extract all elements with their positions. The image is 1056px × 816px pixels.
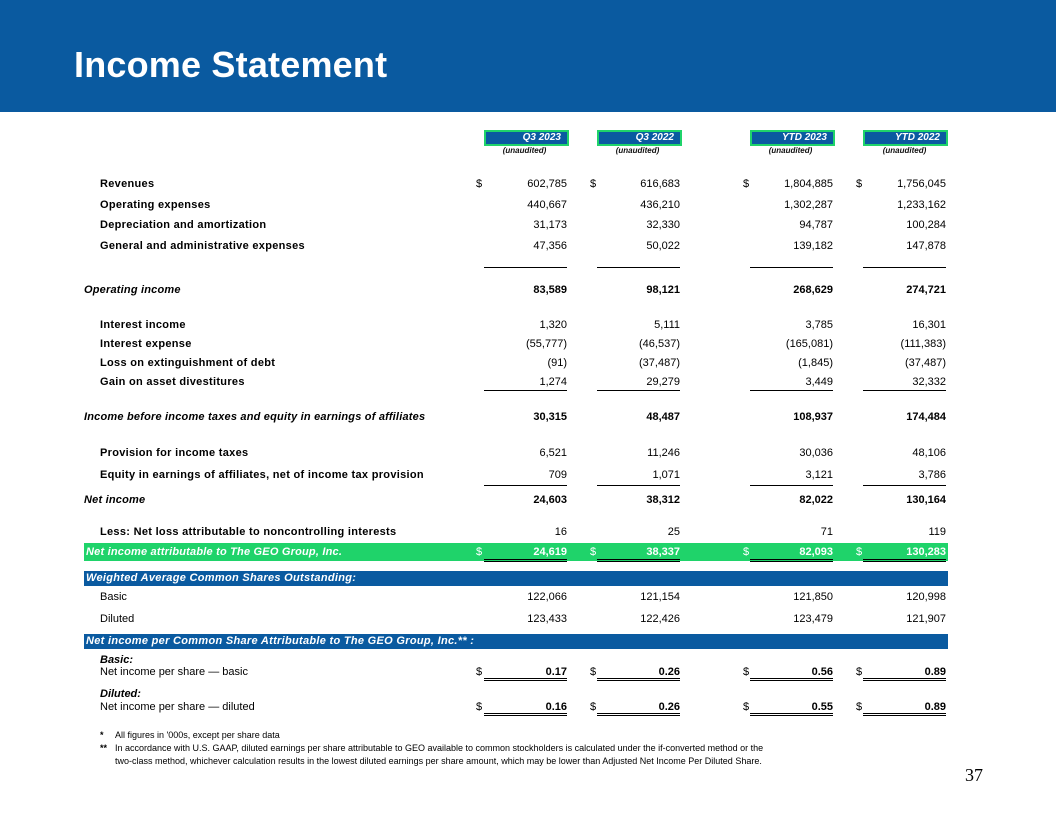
value-cell: 0.89 xyxy=(924,666,946,678)
row-label: Depreciation and amortization xyxy=(100,219,267,231)
value-cell: 602,785 xyxy=(527,178,567,190)
subtotal-rule xyxy=(750,267,833,268)
footnote-text: In accordance with U.S. GAAP, diluted earnings per share attributable to GEO available to common stockholders is calculated under the if-converted method or the xyxy=(115,743,764,753)
currency-symbol: $ xyxy=(743,701,750,713)
page-title: Income Statement xyxy=(74,44,388,85)
row-income-before-tax xyxy=(84,409,948,427)
currency-symbol: $ xyxy=(743,546,750,558)
column-header-ytd-2022: YTD 2022 xyxy=(863,130,948,146)
currency-symbol: $ xyxy=(590,546,597,558)
currency-symbol: $ xyxy=(856,178,863,190)
value-cell: 98,121 xyxy=(646,284,680,296)
value-cell: 16,301 xyxy=(912,319,946,331)
value-cell: 47,356 xyxy=(533,240,567,252)
value-cell: 100,284 xyxy=(906,219,946,231)
value-cell: 32,330 xyxy=(646,219,680,231)
total-rule xyxy=(597,678,680,681)
footnote-2-continued xyxy=(115,756,762,766)
value-cell: 0.56 xyxy=(811,666,833,678)
value-cell: 0.17 xyxy=(545,666,567,678)
currency-symbol: $ xyxy=(476,666,483,678)
value-cell: 6,521 xyxy=(539,447,567,459)
value-cell: 1,233,162 xyxy=(897,199,946,211)
currency-symbol: $ xyxy=(743,178,750,190)
value-cell: 120,998 xyxy=(906,591,946,603)
value-cell: 123,479 xyxy=(793,613,833,625)
value-cell: 25 xyxy=(667,526,680,538)
subtotal-rule xyxy=(484,390,567,391)
value-cell: 32,332 xyxy=(912,376,946,388)
value-cell: 29,279 xyxy=(646,376,680,388)
total-rule xyxy=(597,713,680,716)
row-label: Interest income xyxy=(100,319,186,331)
row-diluted-shares xyxy=(84,611,948,629)
row-label: Income before income taxes and equity in earnings of affiliates xyxy=(84,411,426,423)
subheading: Basic: xyxy=(100,654,134,666)
value-cell: (91) xyxy=(547,357,567,369)
value-cell: 82,022 xyxy=(799,494,833,506)
row-label: Net income per share — diluted xyxy=(100,701,255,713)
footnote-2 xyxy=(100,743,763,753)
column-note: (unaudited) xyxy=(615,146,660,155)
row-interest-income xyxy=(84,317,948,335)
value-cell: 38,312 xyxy=(646,494,680,506)
subtotal-rule xyxy=(863,390,946,391)
column-header-q3-2022: Q3 2022 xyxy=(597,130,682,146)
subheading: Diluted: xyxy=(100,688,141,700)
value-cell: 1,071 xyxy=(652,469,680,481)
row-revenues xyxy=(84,176,948,194)
value-cell: 123,433 xyxy=(527,613,567,625)
row-net-income xyxy=(84,492,948,510)
row-interest-expense xyxy=(84,336,948,354)
section-weighted-shares xyxy=(84,571,948,586)
row-label: Operating expenses xyxy=(100,199,211,211)
value-cell: 16 xyxy=(554,526,567,538)
row-less-nci xyxy=(84,524,948,542)
value-cell: 82,093 xyxy=(799,546,833,558)
row-label: Diluted xyxy=(100,613,135,625)
row-label: Basic xyxy=(100,591,127,603)
footnote-mark: ** xyxy=(100,743,108,753)
row-label: Operating income xyxy=(84,284,181,296)
row-label: Less: Net loss attributable to noncontrolling interests xyxy=(100,526,397,538)
row-label: Net income xyxy=(84,494,146,506)
value-cell: 24,619 xyxy=(533,546,567,558)
row-label: Loss on extinguishment of debt xyxy=(100,357,276,369)
value-cell: (55,777) xyxy=(526,338,567,350)
value-cell: (37,487) xyxy=(639,357,680,369)
subtotal-rule xyxy=(597,390,680,391)
subtotal-rule xyxy=(597,267,680,268)
row-operating-expenses xyxy=(84,197,948,215)
total-rule xyxy=(750,559,833,562)
subtotal-rule xyxy=(750,390,833,391)
row-label: Net income per share — basic xyxy=(100,666,248,678)
value-cell: 108,937 xyxy=(793,411,833,423)
value-cell: 0.26 xyxy=(658,666,680,678)
value-cell: 122,066 xyxy=(527,591,567,603)
value-cell: 121,154 xyxy=(640,591,680,603)
subtotal-rule xyxy=(484,267,567,268)
value-cell: (37,487) xyxy=(905,357,946,369)
row-label: Interest expense xyxy=(100,338,192,350)
value-cell: 94,787 xyxy=(799,219,833,231)
value-cell: 30,315 xyxy=(533,411,567,423)
value-cell: 11,246 xyxy=(647,447,680,459)
column-note: (unaudited) xyxy=(882,146,927,155)
value-cell: 3,785 xyxy=(805,319,833,331)
currency-symbol: $ xyxy=(590,701,597,713)
currency-symbol: $ xyxy=(476,701,483,713)
value-cell: 3,449 xyxy=(805,376,833,388)
column-note: (unaudited) xyxy=(768,146,813,155)
value-cell: 50,022 xyxy=(646,240,680,252)
currency-symbol: $ xyxy=(856,701,863,713)
value-cell: 616,683 xyxy=(640,178,680,190)
value-cell: (111,383) xyxy=(900,338,946,350)
footnote-text: two-class method, whichever calculation results in the lowest diluted earnings per share amount, which may be lower than Adjusted Net Income Per Diluted Share. xyxy=(115,756,762,766)
page-number: 37 xyxy=(965,765,983,785)
row-label: Provision for income taxes xyxy=(100,447,249,459)
currency-symbol: $ xyxy=(476,546,483,558)
value-cell: 31,173 xyxy=(533,219,567,231)
value-cell: 274,721 xyxy=(906,284,946,296)
value-cell: 83,589 xyxy=(533,284,567,296)
value-cell: 5,111 xyxy=(654,319,680,331)
value-cell: 0.55 xyxy=(811,701,833,713)
subtotal-rule xyxy=(484,485,567,486)
row-label: Gain on asset divestitures xyxy=(100,376,245,388)
value-cell: 24,603 xyxy=(533,494,567,506)
row-loss-extinguishment xyxy=(84,355,948,373)
value-cell: 48,487 xyxy=(646,411,680,423)
value-cell: 48,106 xyxy=(912,447,946,459)
value-cell: 121,850 xyxy=(793,591,833,603)
footnote-1 xyxy=(100,730,280,740)
value-cell: 38,337 xyxy=(646,546,680,558)
row-label: Revenues xyxy=(100,178,155,190)
value-cell: 139,182 xyxy=(793,240,833,252)
value-cell: (46,537) xyxy=(639,338,680,350)
total-rule xyxy=(750,678,833,681)
column-header-ytd-2023: YTD 2023 xyxy=(750,130,835,146)
subtotal-rule xyxy=(597,485,680,486)
currency-symbol: $ xyxy=(590,178,597,190)
total-rule xyxy=(863,559,946,562)
total-rule xyxy=(750,713,833,716)
value-cell: 436,210 xyxy=(640,199,680,211)
total-rule xyxy=(863,678,946,681)
value-cell: 1,302,287 xyxy=(784,199,833,211)
row-equity-earnings xyxy=(84,467,948,485)
row-gna xyxy=(84,238,948,256)
section-title: Net income per Common Share Attributable to The GEO Group, Inc.** : xyxy=(86,635,475,647)
title-banner xyxy=(0,0,1056,112)
subtotal-rule xyxy=(863,267,946,268)
row-operating-income xyxy=(84,282,948,300)
value-cell: 1,274 xyxy=(539,376,567,388)
row-provision-tax xyxy=(84,445,948,463)
value-cell: 71 xyxy=(820,526,833,538)
row-depreciation xyxy=(84,217,948,235)
value-cell: 119 xyxy=(928,526,946,538)
total-rule xyxy=(863,713,946,716)
row-label: General and administrative expenses xyxy=(100,240,305,252)
value-cell: 0.26 xyxy=(658,701,680,713)
footnote-mark: * xyxy=(100,730,104,740)
value-cell: 0.89 xyxy=(924,701,946,713)
column-note: (unaudited) xyxy=(502,146,547,155)
value-cell: 3,786 xyxy=(918,469,946,481)
value-cell: 130,283 xyxy=(906,546,946,558)
subtotal-rule xyxy=(863,485,946,486)
column-header-q3-2023: Q3 2023 xyxy=(484,130,569,146)
value-cell: 30,036 xyxy=(799,447,833,459)
value-cell: 1,320 xyxy=(539,319,567,331)
section-title: Weighted Average Common Shares Outstanding: xyxy=(86,572,357,584)
currency-symbol: $ xyxy=(856,666,863,678)
value-cell: 268,629 xyxy=(793,284,833,296)
value-cell: (1,845) xyxy=(798,357,833,369)
row-basic-shares xyxy=(84,589,948,607)
value-cell: (165,081) xyxy=(785,338,833,350)
value-cell: 709 xyxy=(548,469,567,481)
value-cell: 440,667 xyxy=(527,199,567,211)
total-rule xyxy=(484,559,567,562)
currency-symbol: $ xyxy=(590,666,597,678)
total-rule xyxy=(484,713,567,716)
value-cell: 174,484 xyxy=(906,411,946,423)
value-cell: 1,756,045 xyxy=(897,178,946,190)
value-cell: 122,426 xyxy=(640,613,680,625)
currency-symbol: $ xyxy=(856,546,863,558)
currency-symbol: $ xyxy=(476,178,483,190)
value-cell: 130,164 xyxy=(906,494,946,506)
currency-symbol: $ xyxy=(743,666,750,678)
row-label: Net income attributable to The GEO Group, Inc. xyxy=(86,546,343,558)
footnote-text: All figures in '000s, except per share data xyxy=(115,730,280,740)
total-rule xyxy=(597,559,680,562)
row-label: Equity in earnings of affiliates, net of income tax provision xyxy=(100,469,424,481)
subtotal-rule xyxy=(750,485,833,486)
value-cell: 0.16 xyxy=(545,701,567,713)
total-rule xyxy=(484,678,567,681)
value-cell: 121,907 xyxy=(906,613,946,625)
value-cell: 3,121 xyxy=(805,469,833,481)
value-cell: 147,878 xyxy=(906,240,946,252)
value-cell: 1,804,885 xyxy=(784,178,833,190)
section-eps xyxy=(84,634,948,649)
